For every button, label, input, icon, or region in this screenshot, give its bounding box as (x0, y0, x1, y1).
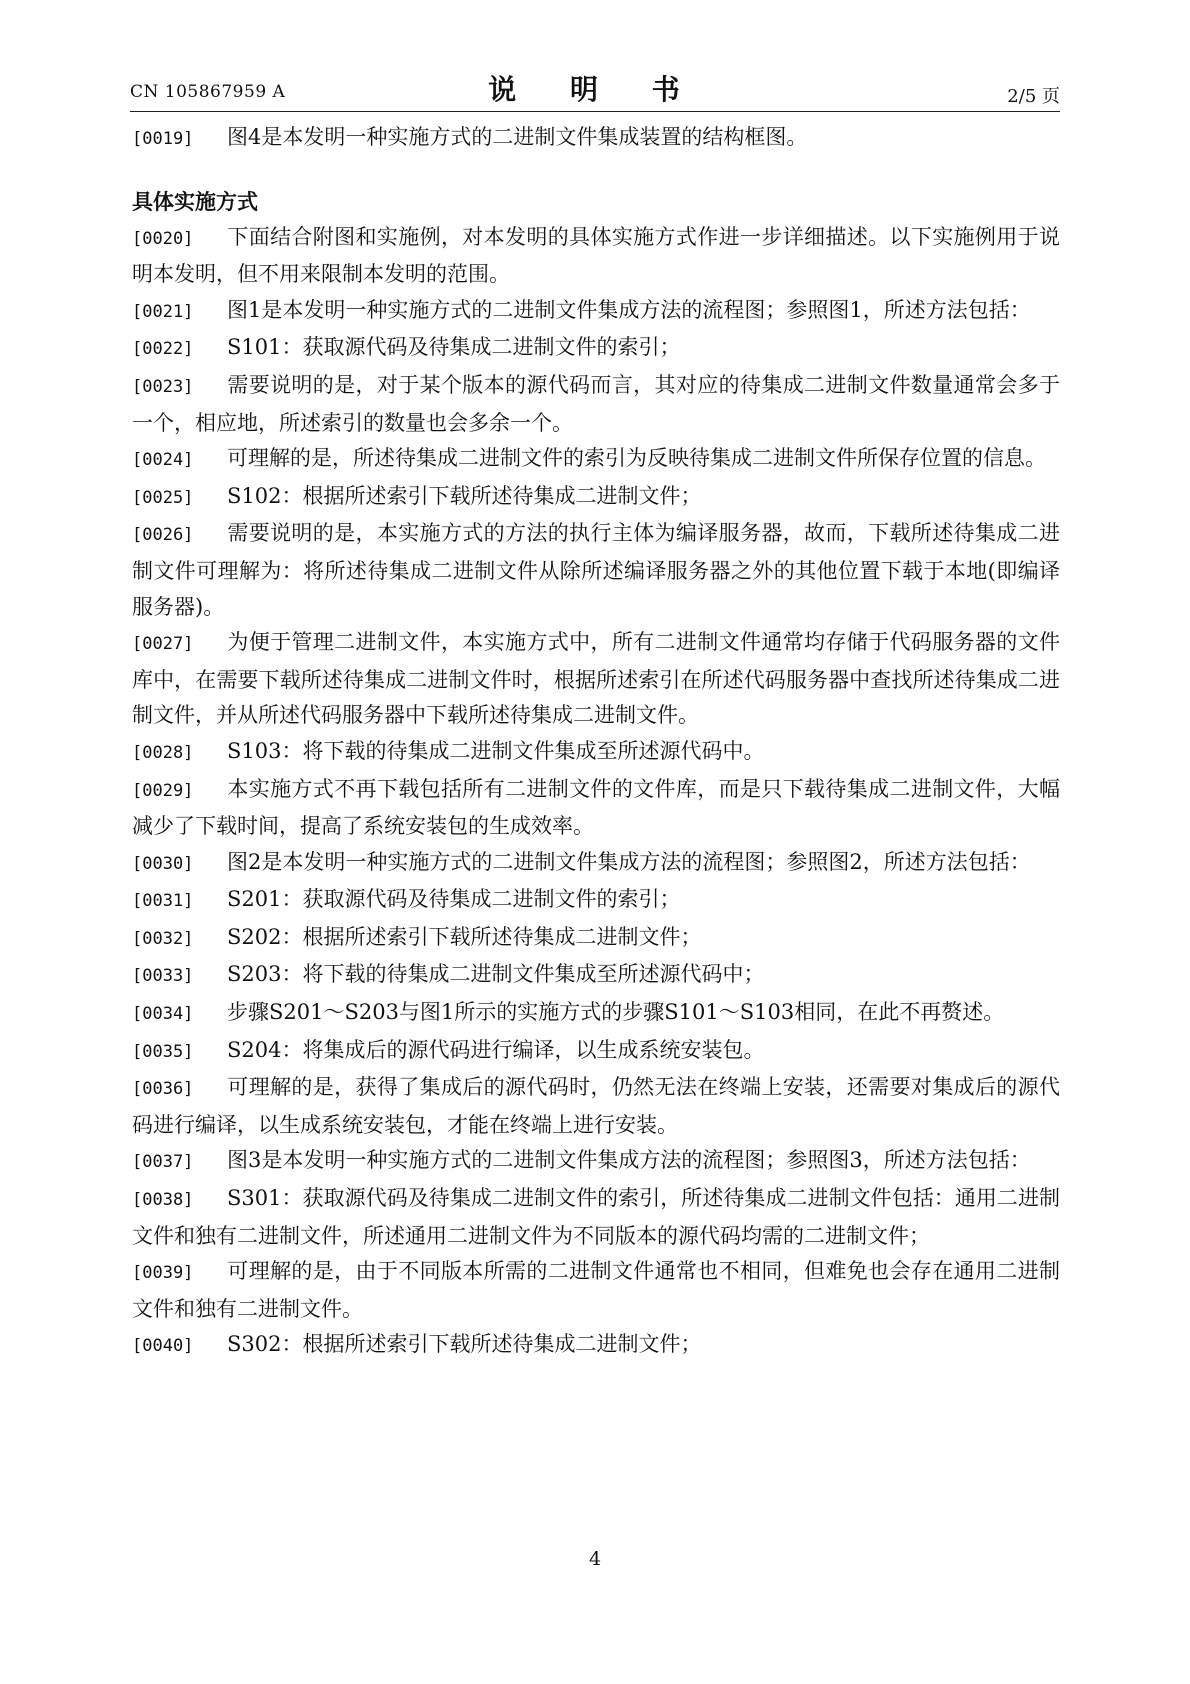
paragraph-text: S102：根据所述索引下载所述待集成二进制文件； (227, 483, 702, 508)
paragraph-number: [0024] (132, 450, 194, 471)
paragraph-number: [0033] (132, 966, 194, 987)
paragraph-text: 步骤S201～S203与图1所示的实施方式的步骤S101～S103相同，在此不再赘述。 (227, 1000, 1005, 1025)
paragraph-number: [0025] (132, 487, 194, 508)
paragraph-text: 下面结合附图和实施例，对本发明的具体实施方式作进一步详细描述。以下实施例用于说明本发明，但不用来限制本发明的范围。 (132, 224, 1060, 287)
paragraph-number: [0031] (132, 891, 194, 912)
section-heading: 具体实施方式 (132, 189, 258, 214)
paragraph (132, 957, 1060, 995)
paragraph-number: [0020] (132, 228, 194, 249)
paragraph-text: 图3是本发明一种实施方式的二进制文件集成方法的流程图；参照图3，所述方法包括： (227, 1148, 1031, 1173)
paragraph (132, 368, 1060, 441)
paragraph (132, 1327, 1060, 1365)
paragraph-number: [0027] (132, 634, 194, 655)
paragraph (132, 1143, 1060, 1181)
paragraph-text: 可理解的是，所述待集成二进制文件的索引为反映待集成二进制文件所保存位置的信息。 (227, 446, 1046, 471)
paragraph-text: S202：根据所述索引下载所述待集成二进制文件； (227, 924, 702, 949)
document-body (132, 120, 1060, 1365)
paragraph (132, 734, 1060, 772)
paragraph-text: 本实施方式不再下载包括所有二进制文件的文件库，而是只下载待集成二进制文件，大幅减少了下载时间，提高了系统安装包的生成效率。 (132, 776, 1060, 839)
paragraph-text: 为便于管理二进制文件，本实施方式中，所有二进制文件通常均存储于代码服务器的文件库中，在需要下载所述待集成二进制文件时，根据所述索引在所述代码服务器中查找所述待集成二进制文件，并从所述代码服务器中下载所述待集成二进制文件。 (132, 630, 1060, 728)
paragraph-number: [0038] (132, 1190, 194, 1211)
paragraph-number: [0037] (132, 1152, 194, 1173)
paragraph (132, 441, 1060, 479)
paragraph (132, 330, 1060, 368)
paragraph-number: [0039] (132, 1263, 194, 1284)
page-number: 4 (588, 1548, 602, 1570)
paragraph-text: S101：获取源代码及待集成二进制文件的索引； (227, 335, 681, 360)
paragraph-number: [0040] (132, 1336, 194, 1357)
paragraph (132, 220, 1060, 293)
page-header (130, 68, 1060, 110)
page-indicator: 2/5 页 (1007, 86, 1060, 107)
paragraph (132, 1070, 1060, 1143)
paragraph-number: [0034] (132, 1004, 194, 1025)
paragraph-list (132, 220, 1060, 1365)
paragraph-text: S301：获取源代码及待集成二进制文件的索引，所述待集成二进制文件包括：通用二进制文件和独有二进制文件，所述通用二进制文件为不同版本的源代码均需的二进制文件； (132, 1186, 1060, 1248)
paragraph-text: 图2是本发明一种实施方式的二进制文件集成方法的流程图；参照图2，所述方法包括： (227, 849, 1031, 874)
paragraph (132, 479, 1060, 517)
paragraph-number: [0029] (132, 780, 194, 801)
pre-heading-paragraphs (132, 120, 1060, 158)
paragraph-number: [0032] (132, 928, 194, 949)
paragraph-text: 可理解的是，获得了集成后的源代码时，仍然无法在终端上安装，还需要对集成后的源代码进行编译，以生成系统安装包，才能在终端上进行安装。 (132, 1075, 1060, 1137)
document-title: 说 明 书 (488, 73, 702, 106)
paragraph-text: S302：根据所述索引下载所述待集成二进制文件； (227, 1332, 702, 1357)
paragraph-text: 需要说明的是，本实施方式的方法的执行主体为编译服务器，故而，下载所述待集成二进制文件可理解为：将所述待集成二进制文件从除所述编译服务器之外的其他位置下载于本地(即编译服务器)。 (132, 521, 1060, 619)
paragraph-number: [0026] (132, 525, 194, 546)
paragraph-text: 图1是本发明一种实施方式的二进制文件集成方法的流程图；参照图1，所述方法包括： (227, 297, 1031, 322)
paragraph (132, 293, 1060, 331)
paragraph (132, 1254, 1060, 1327)
paragraph-text: S201：获取源代码及待集成二进制文件的索引； (227, 887, 681, 912)
paragraph-number: [0022] (132, 339, 194, 360)
paragraph-number: [0028] (132, 742, 194, 763)
paragraph-text: 图4是本发明一种实施方式的二进制文件集成装置的结构框图。 (227, 125, 808, 149)
paragraph-number: [0021] (132, 301, 194, 322)
paragraph-number: [0019] (132, 129, 194, 149)
paragraph-text: 可理解的是，由于不同版本所需的二进制文件通常也不相同，但难免也会存在通用二进制文件和独有二进制文件。 (132, 1259, 1060, 1321)
paragraph (132, 845, 1060, 883)
paragraph-number: [0023] (132, 376, 194, 397)
paragraph (132, 120, 1060, 158)
header-rule (130, 111, 1060, 112)
paragraph-text: S203：将下载的待集成二进制文件集成至所述源代码中； (227, 962, 765, 987)
paragraph-number: [0035] (132, 1041, 194, 1062)
paragraph (132, 1033, 1060, 1071)
paragraph-text: 需要说明的是，对于某个版本的源代码而言，其对应的待集成二进制文件数量通常会多于一个，相应地，所述索引的数量也会多余一个。 (132, 372, 1060, 435)
paragraph (132, 1181, 1060, 1254)
paragraph (132, 516, 1060, 625)
paragraph (132, 882, 1060, 920)
paragraph-text: S204：将集成后的源代码进行编译，以生成系统安装包。 (227, 1037, 765, 1062)
publication-number: CN 105867959 A (130, 82, 286, 102)
paragraph (132, 920, 1060, 958)
paragraph-number: [0030] (132, 853, 194, 874)
paragraph-number: [0036] (132, 1079, 194, 1100)
paragraph (132, 625, 1060, 734)
paragraph (132, 995, 1060, 1033)
paragraph-text: S103：将下载的待集成二进制文件集成至所述源代码中。 (227, 738, 765, 763)
paragraph (132, 772, 1060, 845)
